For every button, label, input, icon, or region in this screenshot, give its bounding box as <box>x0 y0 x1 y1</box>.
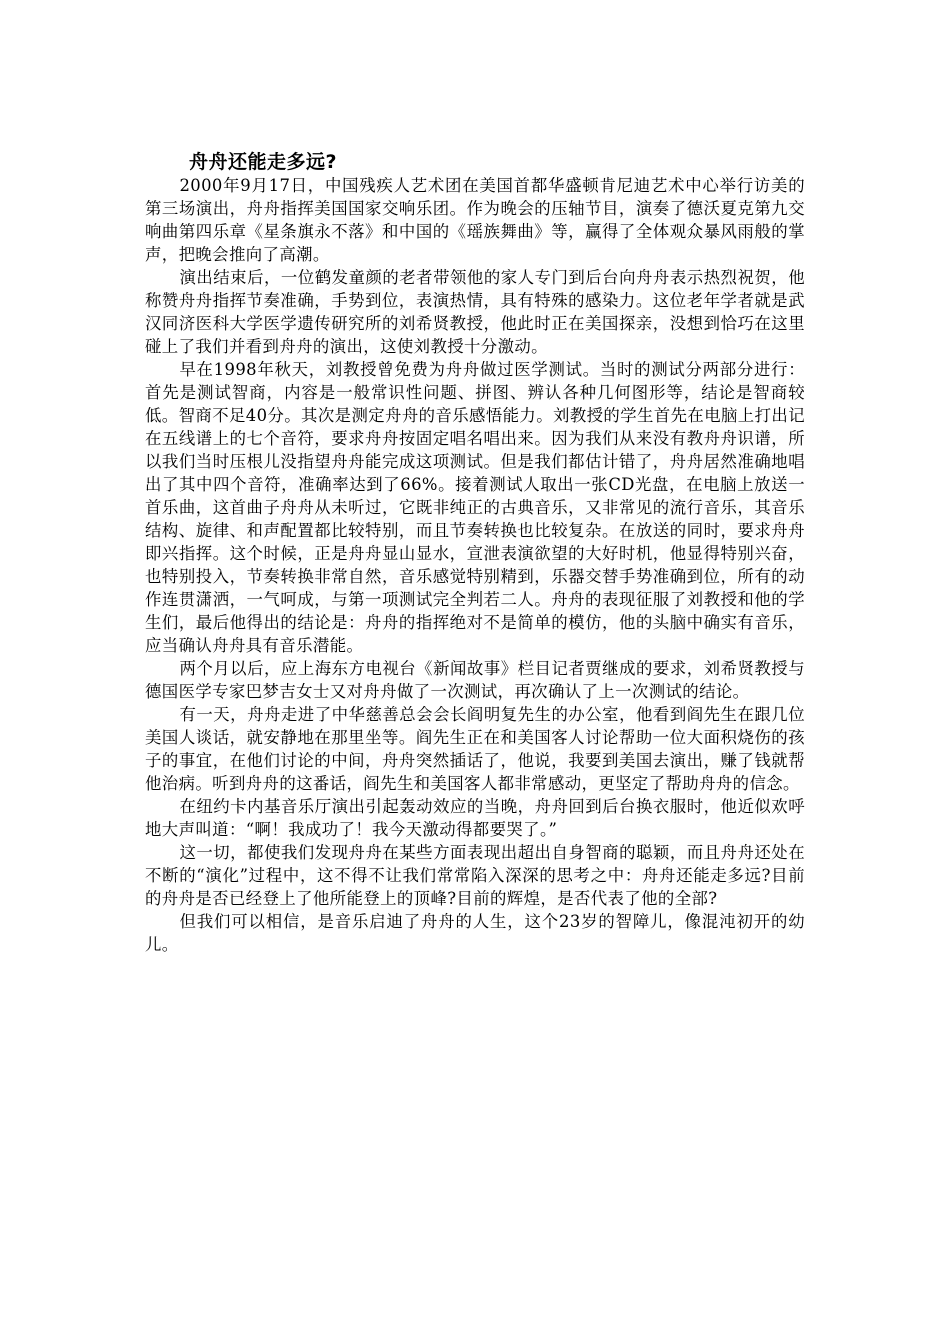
paragraph: 有一天，舟舟走进了中华慈善总会会长阎明复先生的办公室，他看到阎先生在跟几位美国人谈话，就安静地在那里坐等。阎先生正在和美国客人讨论帮助一位大面积烧伤的孩子的事宜，在他们讨论的中间，舟舟突然插话了，他说，我要到美国去演出，赚了钱就帮他治病。听到舟舟的这番话，阎先生和美国客人都非常感动，更坚定了帮助舟舟的信念。 <box>145 705 805 793</box>
paragraph: 这一切，都使我们发现舟舟在某些方面表现出超出自身智商的聪颖，而且舟舟还处在不断的“演化”过程中，这不得不让我们常常陷入深深的思考之中：舟舟还能走多远?目前的舟舟是否已经登上了他所能登上的顶峰?目前的辉煌，是否代表了他的全部? <box>145 843 805 908</box>
paragraph: 2000年9月17日，中国残疾人艺术团在美国首都华盛顿肯尼迪艺术中心举行访美的第三场演出，舟舟指挥美国国家交响乐团。作为晚会的压轴节目，演奏了德沃夏克第九交响曲第四乐章《星条旗永不落》和中国的《瑶族舞曲》等，赢得了全体观众暴风雨般的掌声，把晚会推向了高潮。 <box>145 176 805 264</box>
paragraph: 演出结束后，一位鹤发童颜的老者带领他的家人专门到后台向舟舟表示热烈祝贺，他称赞舟舟指挥节奏准确，手势到位，表演热情，具有特殊的感染力。这位老年学者就是武汉同济医科大学医学遗传研究所的刘希贤教授，他此时正在美国探亲，没想到恰巧在这里碰上了我们并看到舟舟的演出，这使刘教授十分激动。 <box>145 268 805 356</box>
paragraph: 两个月以后，应上海东方电视台《新闻故事》栏目记者贾继成的要求，刘希贤教授与德国医学专家巴梦吉女士又对舟舟做了一次测试，再次确认了上一次测试的结论。 <box>145 659 805 701</box>
article-title: 舟舟还能走多远? <box>189 151 338 173</box>
paragraph: 早在1998年秋天，刘教授曾免费为舟舟做过医学测试。当时的测试分两部分进行：首先是测试智商，内容是一般常识性问题、拼图、辨认各种几何图形等，结论是智商较低。智商不足40分。其次是测定舟舟的音乐感悟能力。刘教授的学生首先在电脑上打出记在五线谱上的七个音符，要求舟舟按固定唱名唱出来。因为我们从来没有教舟舟识谱，所以我们当时压根儿没指望舟舟能完成这项测试。但是我们都估计错了，舟舟居然准确地唱出了其中四个音符，准确率达到了66%。接着测试人取出一张CD光盘，在电脑上放送一首乐曲，这首曲子舟舟从未听过，它既非纯正的古典音乐，又非常见的流行音乐，其音乐结构、旋律、和声配置都比较特别，而且节奏转换也比较复杂。在放送的同时，要求舟舟即兴指挥。这个时候，正是舟舟显山显水，宣泄表演欲望的大好时机，他显得特别兴奋，也特别投入，节奏转换非常自然，音乐感觉特别精到，乐器交替手势准确到位，所有的动作连贯潇洒，一气呵成，与第一项测试完全判若二人。舟舟的表现征服了刘教授和他的学生们，最后他得出的结论是：舟舟的指挥绝对不是简单的模仿，他的头脑中确实有音乐，应当确认舟舟具有音乐潜能。 <box>145 360 805 655</box>
paragraph: 在纽约卡内基音乐厅演出引起轰动效应的当晚，舟舟回到后台换衣服时，他近似欢呼地大声叫道：“啊！我成功了！我今天激动得都要哭了。” <box>145 797 805 839</box>
paragraph: 但我们可以相信，是音乐启迪了舟舟的人生，这个23岁的智障儿，像混沌初开的幼儿。 <box>145 912 805 954</box>
article-body <box>145 150 805 956</box>
